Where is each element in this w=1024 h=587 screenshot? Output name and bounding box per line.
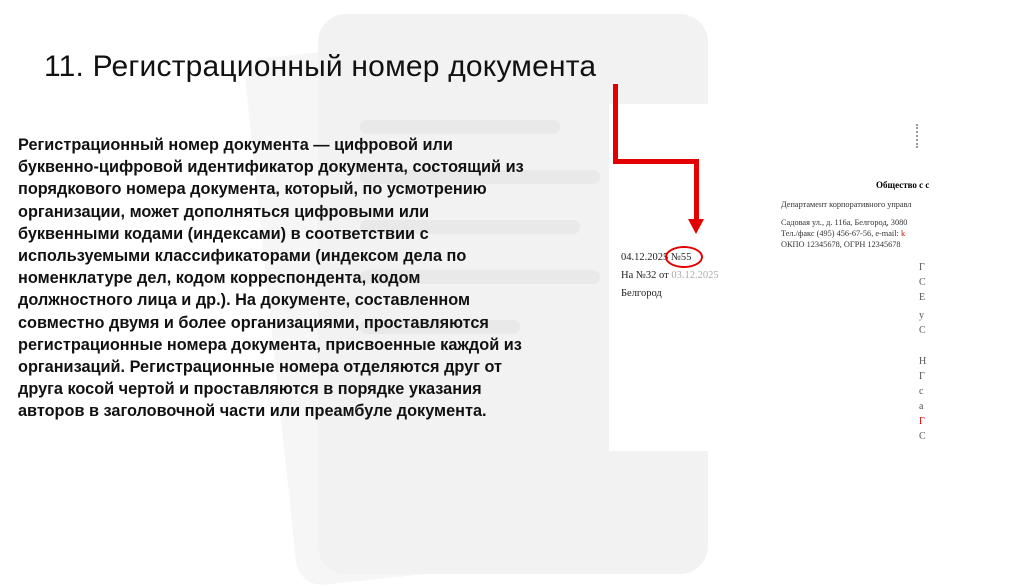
org-telephone-cut: k [900, 229, 906, 238]
cut-letter: С [919, 277, 926, 288]
slide-body-text: Регистрационный номер документа — цифровой или буквенно-цифровой идентификатор документа, состоящий из порядкового номера документа, который, по усмотрению организации, может дополняться цифровыми или буквенными кодами (индексами) в соответствии с используемыми классификаторами (индексом дела по номенклатуре дел, кодом корреспондента, кодом должностного лица и др.). На документе, составленном совместно двумя и более организациями, проставляются регистрационные номера документа, присвоенные каждой из организаций. Регистрационные номера отделяются друг от друга косой чертой и проставляются в порядке указания авторов в заголовочной части или преамбуле документа. [18, 136, 524, 421]
pointer-arrow-segment [613, 159, 699, 164]
cut-letter: а [919, 401, 924, 412]
org-address: Садовая ул., д. 116а, Белгород, 3080 [781, 218, 908, 227]
background-line [360, 120, 560, 134]
org-telephone-text: Тел./факс (495) 456-67-56, e-mail: [781, 229, 899, 238]
slide-title: 11. Регистрационный номер документа [44, 50, 597, 83]
highlight-circle [665, 246, 703, 268]
cut-letter: Г [919, 262, 925, 273]
registration-line [621, 252, 691, 263]
ink-mark [916, 124, 926, 148]
pointer-arrow-head [688, 219, 704, 234]
org-telephone [781, 228, 905, 239]
cut-letter: Г [919, 371, 925, 382]
pointer-arrow-segment [613, 84, 618, 164]
document-city: Белгород [621, 288, 662, 299]
cut-letter: Г [919, 416, 925, 427]
org-name: Общество с с [876, 180, 929, 190]
cut-letter: С [919, 431, 926, 442]
registration-number-wrap [671, 252, 692, 263]
registration-date: 04.12.2025 [621, 252, 669, 263]
cut-letter: С [919, 325, 926, 336]
cut-letter: с [919, 386, 924, 397]
pointer-arrow-segment [694, 159, 699, 220]
registration-number: №55 [670, 252, 692, 263]
org-codes: ОКПО 12345678, ОГРН 12345678 [781, 240, 901, 249]
reference-date: 03.12.2025 [671, 270, 719, 281]
org-department: Департамент корпоративного управл [781, 200, 912, 209]
reference-line [621, 270, 719, 281]
reference-prefix: На №32 от [621, 270, 669, 281]
cut-letter: у [919, 310, 924, 321]
cut-letter: Е [919, 292, 926, 303]
cut-letter: Н [919, 356, 927, 367]
document-snippet [609, 104, 929, 451]
